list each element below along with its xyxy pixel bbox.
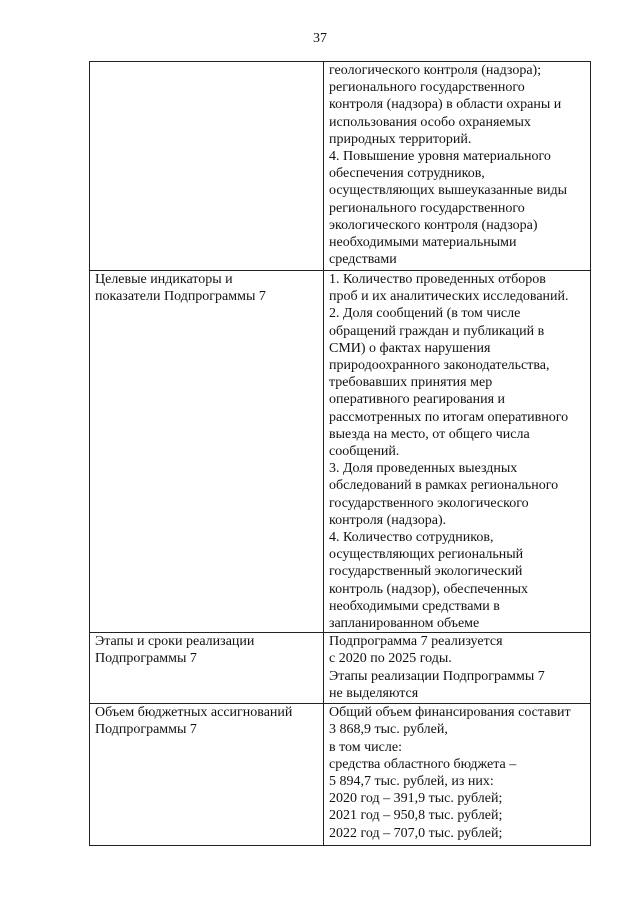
row-content-cell	[324, 704, 591, 846]
text-line: обращений граждан и публикаций в	[329, 323, 545, 339]
row-label-cell	[90, 62, 324, 271]
text-line: средства областного бюджета –	[329, 756, 517, 772]
text-line: сообщений.	[329, 444, 400, 460]
text-line: регионального государственного	[329, 200, 525, 216]
text-line: 4. Повышение уровня материального	[329, 149, 551, 165]
table-row	[90, 271, 591, 633]
row-content-cell	[324, 633, 591, 704]
row-label-line: Этапы и сроки реализации	[95, 634, 255, 650]
text-line: обеспечения сотрудников,	[329, 166, 485, 182]
text-line: проб и их аналитических исследований.	[329, 289, 569, 305]
row-label-cell	[90, 633, 324, 704]
text-line: осуществляющих региональный	[329, 547, 524, 563]
passport-table	[89, 61, 591, 846]
text-line: оперативного реагирования и	[329, 392, 506, 408]
text-line: контроль (надзор), обеспеченных	[329, 581, 529, 597]
text-line: 2022 год – 707,0 тыс. рублей;	[329, 825, 503, 841]
text-line: осуществляющих вышеуказанные виды	[329, 183, 568, 199]
row-label-line: Объем бюджетных ассигнований	[95, 705, 293, 721]
text-line: средствами	[329, 252, 397, 268]
page-number: 37	[313, 31, 327, 46]
text-line: регионального государственного	[329, 80, 525, 96]
text-line: использования особо охраняемых	[329, 114, 531, 130]
text-line: Общий объем финансирования составит	[329, 705, 571, 721]
text-line: необходимыми материальными	[329, 235, 517, 251]
text-line: требовавших принятия мер	[329, 375, 493, 391]
row-label-line: Подпрограммы 7	[95, 651, 197, 667]
text-line: государственного экологического	[329, 495, 529, 511]
text-line: 3 868,9 тыс. рублей,	[329, 722, 448, 738]
text-line: СМИ) о фактах нарушения	[329, 340, 491, 356]
text-line: 1. Количество проведенных отборов	[329, 272, 546, 287]
table-row	[90, 704, 591, 846]
table-row	[90, 633, 591, 704]
text-line: 2. Доля сообщений (в том числе	[329, 306, 521, 322]
text-line: не выделяются	[329, 685, 419, 701]
text-line: природных территорий.	[329, 131, 472, 147]
row-content-cell	[324, 271, 591, 633]
text-line: необходимыми средствами в	[329, 598, 500, 614]
text-line: природоохранного законодательства,	[329, 358, 550, 374]
text-line: контроля (надзора).	[329, 512, 447, 528]
row-label-line: Подпрограммы 7	[95, 722, 197, 738]
text-line: геологического контроля (надзора);	[329, 63, 542, 78]
row-content-cell	[324, 62, 591, 271]
row-label-line: показатели Подпрограммы 7	[95, 289, 266, 305]
text-line: 4. Количество сотрудников,	[329, 530, 494, 546]
text-line: запланированном объеме	[329, 616, 480, 632]
text-line: Этапы реализации Подпрограммы 7	[329, 668, 545, 684]
text-line: выезда на место, от общего числа	[329, 426, 530, 442]
text-line: контроля (надзора) в области охраны и	[329, 97, 562, 113]
text-line: Подпрограмма 7 реализуется	[329, 634, 503, 650]
text-line: 2021 год – 950,8 тыс. рублей;	[329, 808, 503, 824]
text-line: в том числе:	[329, 739, 402, 755]
row-label-cell	[90, 271, 324, 633]
row-label-cell	[90, 704, 324, 846]
text-line: 5 894,7 тыс. рублей, из них:	[329, 774, 494, 790]
table-row	[90, 62, 591, 271]
text-line: обследований в рамках регионального	[329, 478, 559, 494]
text-line: с 2020 по 2025 годы.	[329, 651, 452, 667]
text-line: государственный экологический	[329, 564, 523, 580]
text-line: 2020 год – 391,9 тыс. рублей;	[329, 791, 503, 807]
text-line: рассмотренных по итогам оперативного	[329, 409, 569, 425]
text-line: 3. Доля проведенных выездных	[329, 461, 518, 477]
text-line: экологического контроля (надзора)	[329, 217, 538, 233]
row-label-line: Целевые индикаторы и	[95, 272, 233, 287]
